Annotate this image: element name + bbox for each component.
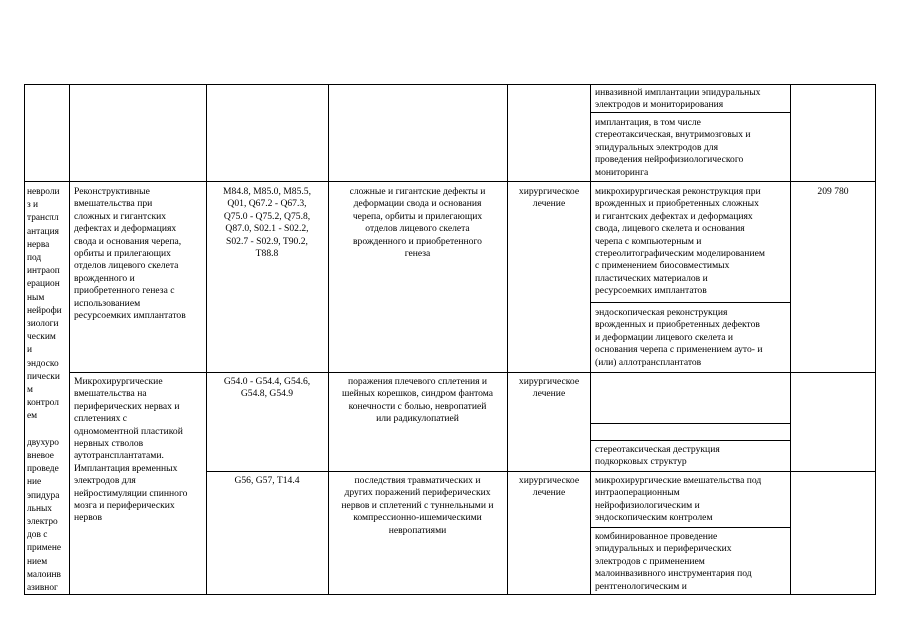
text-line: з и [27,200,39,211]
text-line: хирургическое [518,475,580,486]
text-line: дов с [27,530,48,541]
text-line: эндоско [27,358,59,369]
text-line: с применением биосовместимых [595,260,730,272]
text-line: нерва [27,239,50,250]
text-line: Имплантация временных [74,462,178,474]
text-line: сложные и гигантские дефекты и [349,186,486,197]
text-line: и [27,345,33,356]
text-line: интраоп [27,266,60,277]
price-cell [791,186,875,198]
text-line: стереолитографическим моделированием [595,248,765,260]
text-line: свода, лицевого скелета и основания [595,223,745,235]
method-cell [595,186,789,298]
text-line: малоинвазивного инструментария под [595,568,752,580]
text-line: нервов и сплетений с туннельными и [341,499,494,511]
icd-codes-cell [207,186,327,260]
text-line: льных [27,503,52,514]
text-line: дефектах и деформациях [74,223,177,235]
text-line: ческим [27,332,56,343]
text-line: других поражений периферических [344,487,491,499]
treatment-type-cell [508,475,590,500]
text-line: G54.8, G54.9 [240,388,294,400]
text-line: отделов лицевого скелета [365,223,470,235]
method-cell [595,475,789,525]
column-divider [590,84,591,595]
text-line: компрессионно-ишемическими [353,512,482,524]
text-line: и деформации лицевого скелета и [595,331,734,343]
text-line: приобретенного генеза с [74,285,175,297]
text-line: микрохирургическая реконструкция при [595,186,761,197]
text-line: G56, G57, T14.4 [234,475,300,486]
text-line: или радикулопатией [376,413,459,425]
text-line: T88.8 [255,248,279,260]
text-line: генеза [404,248,431,260]
text-line: двухуро [27,437,59,448]
method-cell [595,444,789,469]
row-divider [591,302,791,303]
method-cell [595,531,789,593]
text-line: врожденных и приобретенных дефектов [595,319,760,331]
text-line: основания черепа с применением ауто- и [595,344,763,356]
text-line: аутотрансплантатами. [74,450,164,462]
text-line: пически [27,371,60,382]
text-line: свода и основания черепа, [74,235,182,247]
text-line: Микрохирургические [74,376,163,387]
text-line: лечение [532,388,566,400]
procedure-name-cell [74,376,205,525]
text-line: эпидура [27,490,60,501]
text-line: под [27,253,42,264]
text-line: шейных корешков, синдром фантома [341,388,494,400]
text-line: Q01, Q67.2 - Q67.3, [227,198,307,210]
text-line: деформации свода и основания [353,198,482,210]
text-line: нейрофи [27,305,62,316]
row-divider [206,471,876,472]
patient-model-cell [329,475,506,537]
text-line: сложных и гигантских [74,210,167,222]
text-line: эндоскопическая реконструкция [595,307,728,318]
text-line: пластических материалов и [595,272,708,284]
text-line: ем [27,411,38,422]
column-divider [24,84,25,595]
text-line: ресурсоемких имплантатов [595,285,707,297]
text-line: нейростимуляции спинного [74,487,188,499]
row-divider [70,372,876,373]
text-line: эпидуральных и периферических [595,543,732,555]
text-line: и гигантских дефектах и деформациях [595,210,753,222]
text-line: азивног [27,583,58,594]
text-line: вмешательства при [74,198,153,210]
row-divider [24,181,876,182]
text-line: трансπл [27,213,59,224]
treatment-type-cell [508,186,590,211]
text-line: последствия травматических и [354,475,481,486]
text-line: черепа, орбиты и прилегающих [352,210,483,222]
text-line: рентгенологическим и [595,580,687,592]
column-divider [69,84,70,595]
method-cell [595,307,789,369]
text-line: нейрофизиологическим и [595,499,700,511]
text-line: врожденного и приобретенного [353,235,482,247]
text-line: малоинв [27,569,61,580]
row-divider [591,112,791,113]
text-line: мониторинга [595,166,649,178]
text-line: электродов и мониторирования [595,99,724,111]
text-line: мозга и периферических [74,500,175,512]
text-line: ным [27,292,45,303]
text-line: лечение [532,198,566,210]
text-line: Q87.0, S02.1 - S02.2, [225,223,309,235]
row-divider [591,440,791,441]
text-line: комбинированное проведение [595,531,718,542]
text-line: одномоментной пластикой [74,425,183,437]
text-line: отделов лицевого скелета [74,260,179,272]
row-divider [591,423,791,424]
text-line: хирургическое [518,376,580,387]
text-line: м [27,385,33,396]
text-line: электродов для [74,475,136,487]
text-line: нервных стволов [74,438,144,450]
table-border-bottom [24,594,876,595]
text-line: нием [27,556,48,567]
text-line: периферических нервах и [74,400,180,412]
text-line: электро [27,517,58,528]
method-cell [595,117,789,179]
text-line [27,424,69,437]
text-line: инвазивной имплантации эпидуральных [595,87,761,98]
text-line: поражения плечевого сплетения и [347,376,488,387]
text-line: зиологи [27,319,59,330]
icd-codes-cell [207,475,327,487]
text-line: S02.7 - S02.9, T90.2, [226,235,308,247]
treatment-type-cell [508,376,590,401]
text-line: электродов с применением [595,555,705,567]
text-line: (или) аллотрансплантатов [595,356,702,368]
text-line: нервов [74,512,102,524]
text-line: эпидуральных электродов для [595,141,718,153]
text-line: интраоперационным [595,487,680,499]
text-line: G54.0 - G54.4, G54.6, [223,376,311,387]
text-line: ние [27,477,42,488]
text-line: невропатиями [388,524,447,536]
procedure-name-cell [74,186,205,322]
text-line: имплантация, в том числе [595,117,701,128]
column-divider [206,84,207,595]
column-divider [507,84,508,595]
icd-codes-cell [207,376,327,401]
method-cell [595,87,789,112]
column-divider [790,84,791,595]
text-line: Q75.0 - Q75.2, Q75.8, [223,210,311,222]
text-line: врожденного и [74,272,135,284]
text-line: примене [27,543,61,554]
text-line: конечности с болью, невропатией [348,400,487,412]
text-line: эндоскопическим контролем [595,512,713,524]
text-line: сплетениях с [74,413,128,425]
text-line: ерацион [27,279,60,290]
text-line: микрохирургические вмешательства под [595,475,762,486]
patient-model-cell [329,186,506,260]
text-line: проведения нейрофизиологического [595,154,744,166]
text-line: использованием [74,297,141,309]
text-line: Реконструктивные [74,186,150,197]
text-line: лечение [532,487,566,499]
column-divider [875,84,876,595]
text-line: подкорковых структур [595,456,687,468]
text-line: проведе [27,464,59,475]
group-name-cell [27,186,69,595]
text-line: ресурсоемких имплантатов [74,310,186,322]
text-line: антация [27,226,59,237]
text-line: стереотаксическая деструкция [595,444,720,455]
text-line: невроли [27,187,60,197]
text-line: вневое [27,451,54,462]
row-divider [591,527,791,528]
text-line: черепа с компьютерным и [595,235,702,247]
text-line: вмешательства на [74,388,147,400]
text-line: M84.8, M85.0, M85.5, [223,186,311,197]
text-line: орбиты и прилегающих [74,248,171,260]
text-line: стереотаксическая, внутримозговых и [595,129,751,141]
patient-model-cell [329,376,506,426]
text-line: хирургическое [518,186,580,197]
text-line: врожденных и приобретенных сложных [595,198,759,210]
table-border-top [24,84,876,85]
text-line: контрол [27,398,59,409]
price-value: 209 780 [817,186,849,197]
